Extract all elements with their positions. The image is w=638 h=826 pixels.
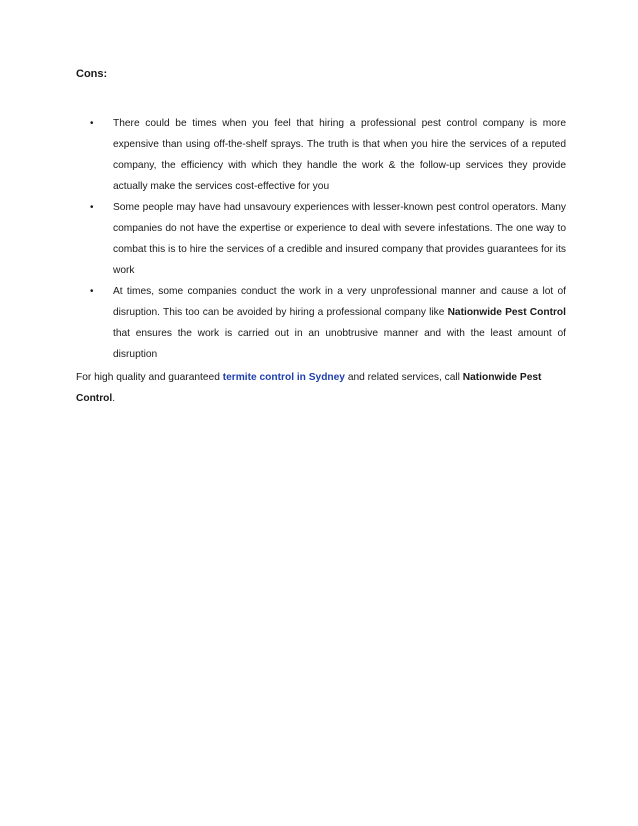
list-item-text: Some people may have had unsavoury experiences with lesser-known pest control operators. Many companies do not have the expertise or experience to deal with severe infestations. The one way to combat this is to hire the services of a credible and insured company that provides guarantees for its work [113, 202, 566, 276]
termite-control-link[interactable]: termite control in Sydney [222, 372, 345, 384]
list-item [76, 197, 566, 281]
company-name: Nationwide Pest Control [447, 307, 566, 318]
section-heading: Cons: [76, 68, 108, 80]
bullet-icon: • [90, 118, 94, 129]
closing-text-end: . [112, 393, 116, 405]
list-item [76, 281, 566, 365]
list-item-text: There could be times when you feel that hiring a professional pest control company is more expensive than using off-the-shelf sprays. The truth is that when you hire the services of a reputed company, the efficiency with which they handle the work & the follow-up services they provide actually make the services cost-effective for you [113, 118, 566, 192]
bullet-icon: • [90, 286, 94, 297]
closing-text-middle: and related services, call [344, 372, 463, 384]
cons-list [76, 113, 566, 365]
list-item-text: At times, some companies conduct the work in a very unprofessional manner and cause a lot of disruption. This too can be avoided by hiring a professional company like [113, 286, 566, 318]
list-item-text-continued: that ensures the work is carried out in an unobtrusive manner and with the least amount of disruption [113, 328, 566, 360]
company-name: Nationwide Pest Control [76, 372, 542, 405]
bullet-icon: • [90, 202, 94, 213]
closing-paragraph [76, 367, 566, 409]
closing-text: For high quality and guaranteed [76, 372, 223, 384]
list-item [76, 113, 566, 197]
